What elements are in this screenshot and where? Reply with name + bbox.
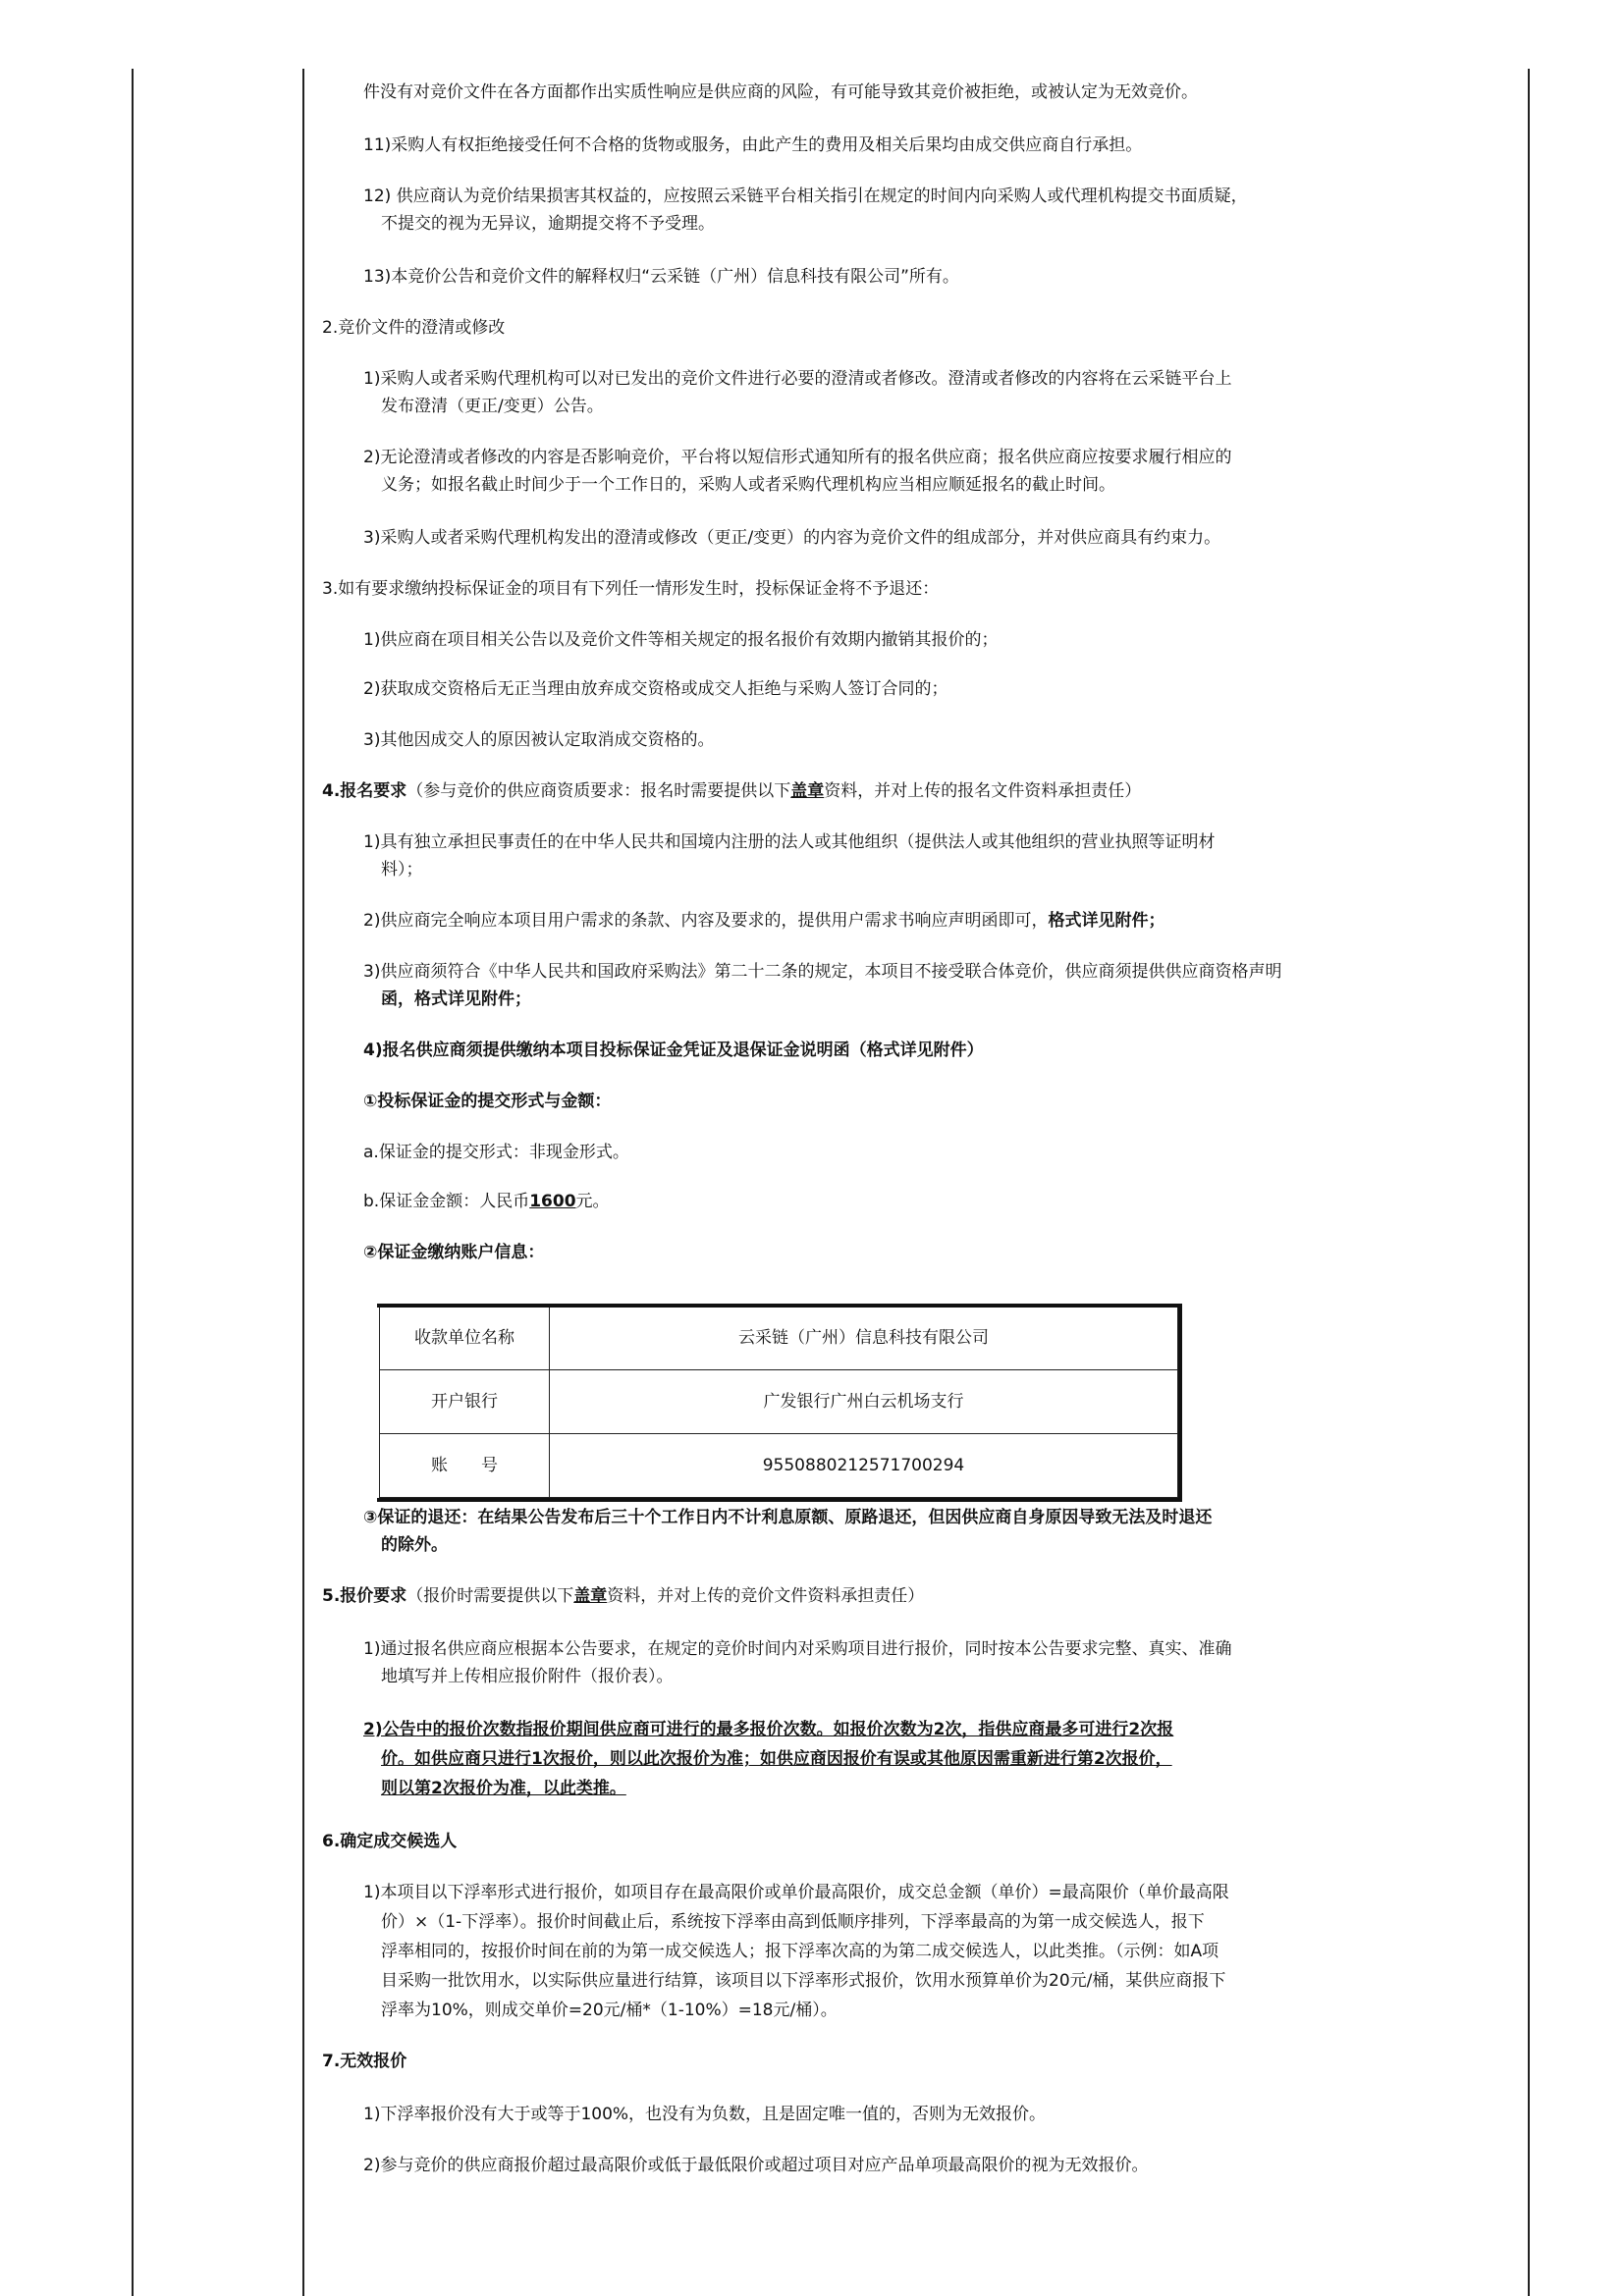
clause-13: 13)本竞价公告和竞价文件的解释权归“云采链（广州）信息科技有限公司”所有。 bbox=[363, 267, 959, 287]
clause-12-line1: 12) 供应商认为竞价结果损害其权益的，应按照云采链平台相关指引在规定的时间内向采购人或代理机构提交书面质疑， bbox=[363, 187, 1248, 206]
deposit-form: a.保证金的提交形式：非现金形式。 bbox=[363, 1143, 629, 1162]
section-6-heading: 6.确定成交候选人 bbox=[322, 1832, 458, 1851]
table-cell-value: 广发银行广州白云机场支行 bbox=[550, 1370, 1178, 1434]
section-6-item1-line3: 浮率相同的，按报价时间在前的为第一成交候选人；报下浮率次高的为第二成交候选人，以此类推。（示例：如A项 bbox=[381, 1942, 1219, 1961]
section-7-heading: 7.无效报价 bbox=[322, 2052, 407, 2071]
section-2-item2-line2: 义务；如报名截止时间少于一个工作日的，采购人或者采购代理机构应当相应顺延报名的截止时间。 bbox=[381, 475, 1115, 495]
deposit-amount bbox=[363, 1188, 610, 1215]
section-6-item1-line4: 目采购一批饮用水，以实际供应量进行结算，该项目以下浮率形式报价，饮用水预算单价为20元/桶，某供应商报下 bbox=[381, 1971, 1226, 1991]
section-4-item4: 4)报名供应商须提供缴纳本项目投标保证金凭证及退保证金说明函（格式详见附件） bbox=[363, 1041, 984, 1060]
table-cell-label: 收款单位名称 bbox=[380, 1307, 550, 1370]
section-7-item2: 2)参与竞价的供应商报价超过最高限价或低于最低限价或超过项目对应产品单项最高限价的视为无效报价。 bbox=[363, 2156, 1149, 2175]
section-5-item2-line2: 价。如供应商只进行1次报价，则以此次报价为准；如供应商因报价有误或其他原因需重新进行第2次报价， bbox=[381, 1749, 1172, 1769]
clause-12-line2: 不提交的视为无异议，逾期提交将不予受理。 bbox=[381, 214, 715, 234]
deposit-amount-value: 1600 bbox=[529, 1192, 576, 1211]
section-4-item3-line1: 3)供应商须符合《中华人民共和国政府采购法》第二十二条的规定，本项目不接受联合体竞价，供应商须提供供应商资格声明 bbox=[363, 962, 1282, 982]
section-5-item2-line1: 2)公告中的报价次数指报价期间供应商可进行的最多报价次数。如报价次数为2次，指供应商最多可进行2次报 bbox=[363, 1720, 1174, 1739]
section-3-item1: 1)供应商在项目相关公告以及竞价文件等相关规定的报名报价有效期内撤销其报价的； bbox=[363, 630, 999, 650]
deposit-refund-line1: ③保证的退还：在结果公告发布后三十个工作日内不计利息原额、原路退还，但因供应商自身原因导致无法及时退还 bbox=[363, 1508, 1213, 1527]
deposit-form-heading: ①投标保证金的提交形式与金额： bbox=[363, 1092, 612, 1111]
deposit-refund-line2: 的除外。 bbox=[381, 1535, 448, 1555]
account-info-heading: ②保证金缴纳账户信息： bbox=[363, 1243, 545, 1262]
paragraph-line: 件没有对竞价文件在各方面都作出实质性响应是供应商的风险，有可能导致其竞价被拒绝，或被认定为无效竞价。 bbox=[363, 82, 1198, 102]
table-cell-label: 账 号 bbox=[380, 1434, 550, 1498]
table-cell-label: 开户银行 bbox=[380, 1370, 550, 1434]
section-2-item1-line2: 发布澄清（更正/变更）公告。 bbox=[381, 397, 604, 416]
section-5-note-underline: 盖章 bbox=[573, 1586, 608, 1606]
section-4-note2: 资料，并对上传的报名文件资料承担责任） bbox=[824, 781, 1142, 801]
section-2-item1-line1: 1)采购人或者采购代理机构可以对已发出的竞价文件进行必要的澄清或者修改。澄清或者修改的内容将在云采链平台上 bbox=[363, 369, 1232, 389]
section-4-note-underline: 盖章 bbox=[790, 781, 825, 801]
section-3-heading: 3.如有要求缴纳投标保证金的项目有下列任一情形发生时，投标保证金将不予退还： bbox=[322, 579, 940, 599]
section-3-item2: 2)获取成交资格后无正当理由放弃成交资格或成交人拒绝与采购人签订合同的； bbox=[363, 679, 948, 699]
section-3-item3: 3)其他因成交人的原因被认定取消成交资格的。 bbox=[363, 730, 715, 750]
section-5-note1: （报价时需要提供以下 bbox=[406, 1586, 574, 1606]
section-2-item2-line1: 2)无论澄清或者修改的内容是否影响竞价，平台将以短信形式通知所有的报名供应商；报名供应商应按要求履行相应的 bbox=[363, 448, 1232, 467]
section-5-note2: 资料，并对上传的竞价文件资料承担责任） bbox=[607, 1586, 925, 1606]
deposit-amount-unit: 元。 bbox=[575, 1192, 610, 1211]
section-7-item1: 1)下浮率报价没有大于或等于100%，也没有为负数，且是固定唯一值的，否则为无效报价。 bbox=[363, 2105, 1047, 2124]
section-2-item3: 3)采购人或者采购代理机构发出的澄清或修改（更正/变更）的内容为竞价文件的组成部分，并对供应商具有约束力。 bbox=[363, 528, 1221, 548]
section-4-item2-text: 2)供应商完全响应本项目用户需求的条款、内容及要求的，提供用户需求书响应声明函即可， bbox=[363, 911, 1049, 931]
clause-11: 11)采购人有权拒绝接受任何不合格的货物或服务，由此产生的费用及相关后果均由成交供应商自行承担。 bbox=[363, 135, 1143, 155]
deposit-amount-label: b.保证金金额：人民币 bbox=[363, 1192, 530, 1211]
section-2-heading: 2.竞价文件的澄清或修改 bbox=[322, 318, 506, 338]
section-6-item1-line5: 浮率为10%，则成交单价=20元/桶*（1-10%）=18元/桶）。 bbox=[381, 2001, 838, 2020]
middle-left-line bbox=[302, 69, 304, 2296]
section-6-item1-line1: 1)本项目以下浮率形式进行报价，如项目存在最高限价或单价最高限价，成交总金额（单价）=最高限价（单价最高限 bbox=[363, 1883, 1229, 1902]
table-cell-value: 9550880212571700294 bbox=[550, 1434, 1178, 1498]
section-4-heading bbox=[322, 777, 1141, 805]
section-4-item1-line1: 1)具有独立承担民事责任的在中华人民共和国境内注册的法人或其他组织（提供法人或其他组织的营业执照等证明材 bbox=[363, 832, 1216, 852]
section-4-item2 bbox=[363, 907, 1164, 934]
section-5-item1-line2: 地填写并上传相应报价附件（报价表）。 bbox=[381, 1667, 674, 1686]
section-5-item2-line3: 则以第2次报价为准，以此类推。 bbox=[381, 1779, 626, 1798]
left-margin-line bbox=[132, 69, 134, 2296]
section-5-item1-line1: 1)通过报名供应商应根据本公告要求，在规定的竞价时间内对采购项目进行报价，同时按本公告要求完整、真实、准确 bbox=[363, 1639, 1232, 1659]
table-cell-value: 云采链（广州）信息科技有限公司 bbox=[550, 1307, 1178, 1370]
section-4-item1-line2: 料）； bbox=[381, 860, 423, 880]
section-4-note1: （参与竞价的供应商资质要求：报名时需要提供以下 bbox=[406, 781, 791, 801]
section-5-heading bbox=[322, 1582, 924, 1610]
section-4-item2-bold: 格式详见附件； bbox=[1048, 911, 1165, 931]
section-5-title: 5.报价要求 bbox=[322, 1586, 407, 1606]
section-4-title: 4.报名要求 bbox=[322, 781, 407, 801]
right-margin-line bbox=[1528, 69, 1530, 2296]
section-4-item3-line2: 函，格式详见附件； bbox=[381, 989, 531, 1009]
table-frame bbox=[377, 1304, 1182, 1502]
section-6-item1-line2: 价）×（1-下浮率）。报价时间截止后，系统按下浮率由高到低顺序排列，下浮率最高的为第一成交候选人，报下 bbox=[381, 1912, 1205, 1932]
